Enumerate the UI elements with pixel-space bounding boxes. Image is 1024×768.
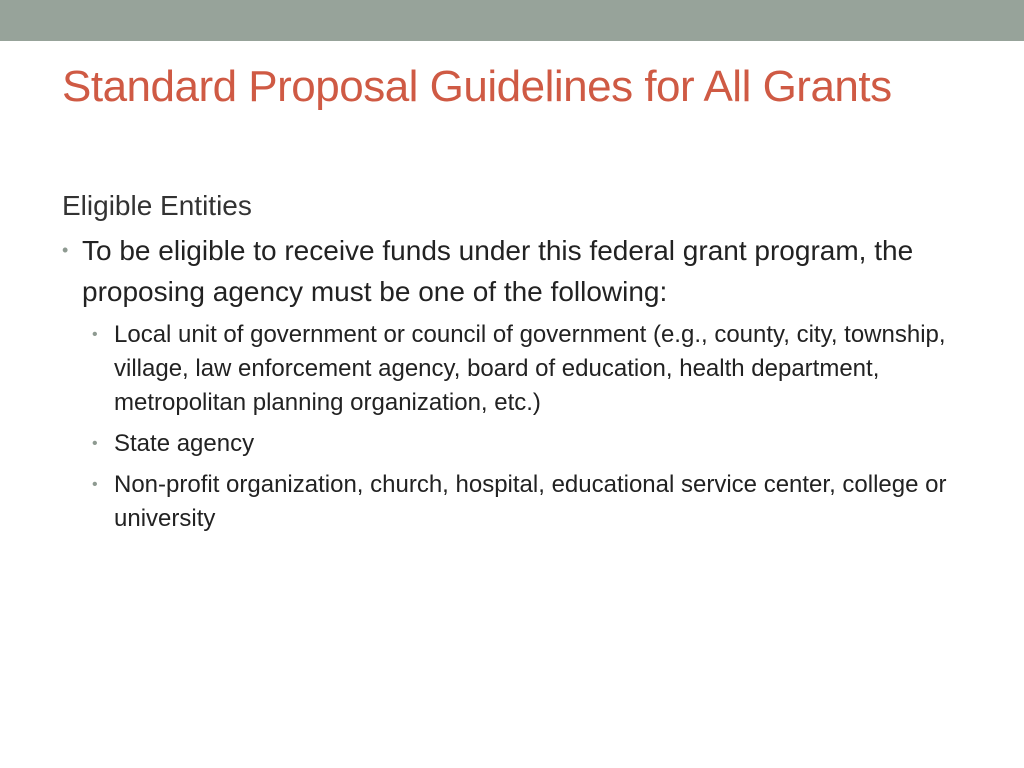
- main-bullet-list: [62, 230, 972, 536]
- top-decorative-band: [0, 0, 1024, 41]
- sub-bullet-text: Local unit of government or council of government (e.g., county, city, township, village, law enforcement agency, board of education, health department, metropolitan planning organization, etc.): [114, 321, 946, 416]
- bullet-dot-icon: •: [92, 326, 98, 343]
- sub-bullet-item-local-government: [92, 318, 972, 420]
- sub-bullet-list: [82, 318, 972, 536]
- slide-content: [62, 186, 972, 543]
- section-label: Eligible Entities: [62, 190, 252, 221]
- sub-bullet-text: Non-profit organization, church, hospital, educational service center, college or university: [114, 471, 947, 532]
- bullet-dot-icon: •: [62, 240, 69, 260]
- main-bullet-item: [62, 230, 972, 536]
- bullet-dot-icon: •: [92, 435, 98, 452]
- sub-bullet-text: State agency: [114, 430, 255, 457]
- main-bullet-text: To be eligible to receive funds under this federal grant program, the proposing agency must be one of the following:: [82, 235, 914, 307]
- sub-bullet-item-state-agency: [92, 427, 972, 461]
- bullet-dot-icon: •: [92, 476, 98, 493]
- sub-bullet-item-non-profit: [92, 468, 972, 536]
- slide-title: Standard Proposal Guidelines for All Grants: [62, 62, 892, 111]
